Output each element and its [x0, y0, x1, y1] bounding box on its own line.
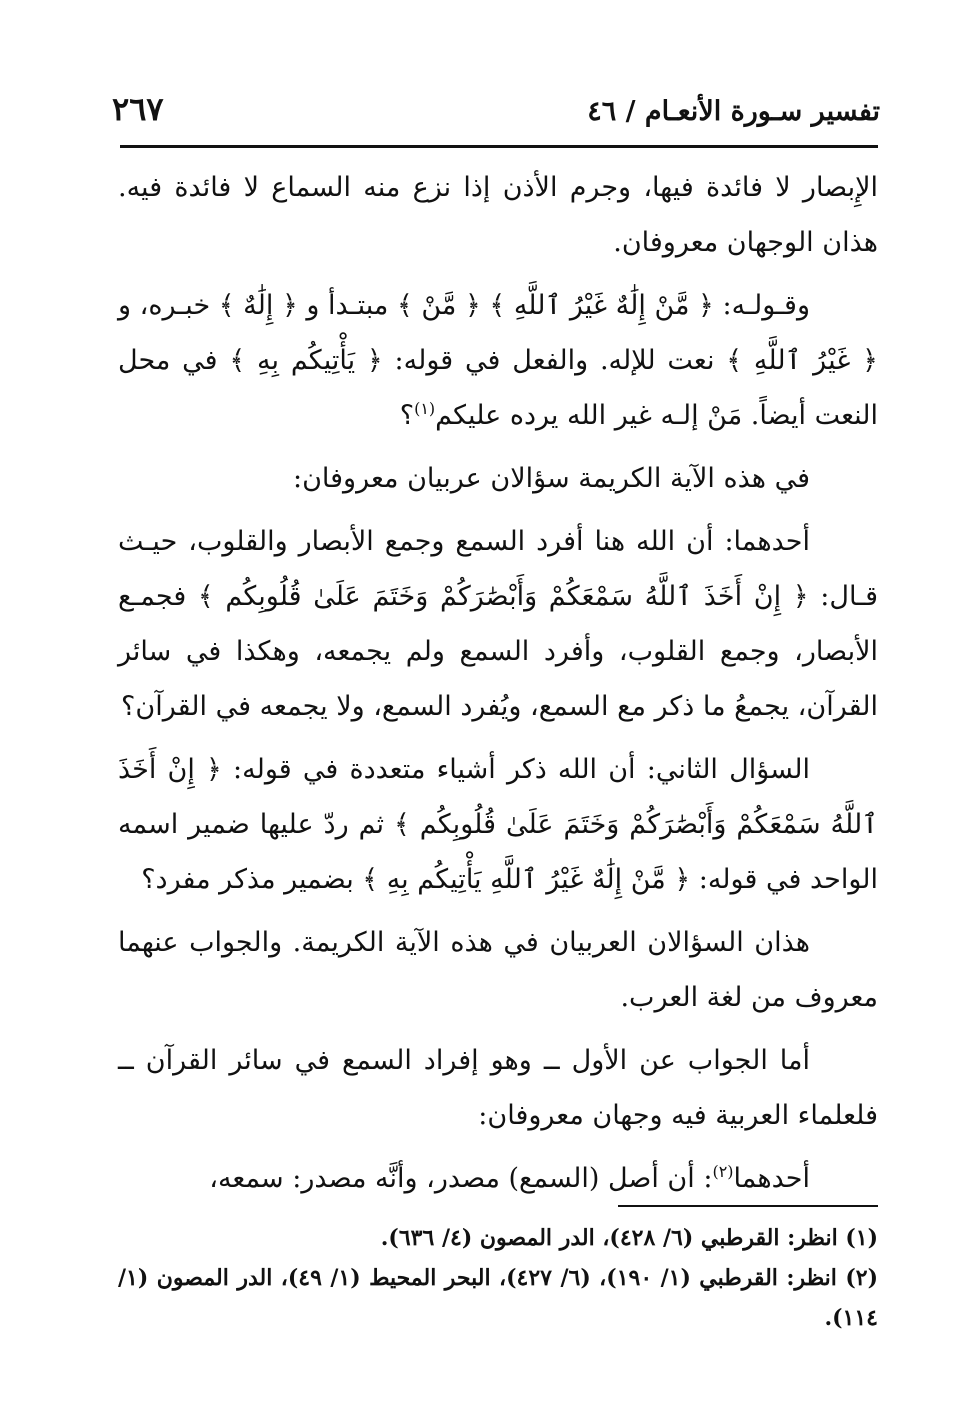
paragraph-8	[118, 1151, 878, 1206]
footnote-1: (١) انظر: القرطبي (٦/ ٤٢٨)، الدر المصون (٤/ ٦٣٦).	[380, 1225, 878, 1251]
footnotes	[118, 1218, 878, 1338]
paragraph-1: الإِبصار لا فائدة فيها، وجرم الأذن إذا نزع منه السماع لا فائدة فيه. هذان الوجهان معروفان.	[118, 172, 878, 258]
paragraph-6: هذان السؤالان العربيان في هذه الآية الكريمة. والجواب عنهما معروف من لغة العرب.	[118, 927, 878, 1013]
running-header-title: تفسير سـورة الأنعـام / ٤٦	[587, 96, 880, 127]
paragraph-8-rest: : أن أصل (السمع) مصدر، وأنَّه مصدر: سمعه،	[209, 1163, 713, 1194]
footnote-ref-1[interactable]: (١)	[414, 399, 436, 418]
paragraph-2-end: ؟	[399, 400, 415, 431]
footnote-2: (٢) انظر: القرطبي (١/ ١٩٠)، (٦/ ٤٢٧)، البحر المحيط (١/ ٤٩)، الدر المصون (١/ ١١٤).	[118, 1265, 878, 1331]
paragraph-3: في هذه الآية الكريمة سؤالان عربيان معروفان:	[293, 463, 810, 494]
footnote-rule	[618, 1205, 878, 1207]
paragraph-5: السؤال الثاني: أن الله ذكر أشياء متعددة في قوله: ﴿ إِنْ أَخَذَ ٱللَّهُ سَمْعَكُمْ وَأَبْصَٰرَكُمْ وَخَتَمَ عَلَىٰ قُلُوبِكُم ﴾ ثم ردّ عليها ضمير اسمه الواحد في قوله: ﴿ مَّنْ إِلَٰهٌ غَيْرُ ٱللَّهِ يَأْتِيكُم بِهِ ﴾ بضمير مذكر مفرد؟	[118, 754, 878, 895]
footnote-ref-2[interactable]: (٢)	[712, 1162, 734, 1181]
paragraph-2	[118, 278, 878, 443]
header-rule	[120, 145, 878, 148]
main-text	[118, 160, 878, 1214]
paragraph-7: أما الجواب عن الأول ــ وهو إفراد السمع في سائر القرآن ــ فلعلماء العربية فيه وجهان معروفان:	[118, 1045, 878, 1131]
paragraph-2-text: وقـولـه: ﴿ مَّنْ إِلَٰهٌ غَيْرُ ٱللَّهِ ﴾ ﴿ مَّنْ ﴾ مبتـدأ و ﴿ إِلَٰهٌ ﴾ خبـره، و ﴿ غَيْرُ ٱللَّهِ ﴾ نعت للإله. والفعل في قوله: ﴿ يَأْتِيكُم بِهِ ﴾ في محل النعت أيضاً. مَنْ إلـه غير الله يرده عليكم	[118, 290, 878, 431]
page-number: ٢٦٧	[112, 90, 164, 128]
paragraph-8-start: أحدهما	[733, 1163, 810, 1194]
paragraph-4: أحدهما: أن الله هنا أفرد السمع وجمع الأبصار والقلوب، حيـث قـال: ﴿ إِنْ أَخَذَ ٱللَّهُ سَمْعَكُمْ وَأَبْصَٰرَكُمْ وَخَتَمَ عَلَىٰ قُلُوبِكُم ﴾ فجمـع الأبصار، وجمع القلوب، وأفرد السمع ولم يجمعه، وهكذا في سائر القرآن، يجمعُ ما ذكر مع السمع، ويُفرد السمع، ولا يجمعه في القرآن؟	[118, 526, 878, 722]
